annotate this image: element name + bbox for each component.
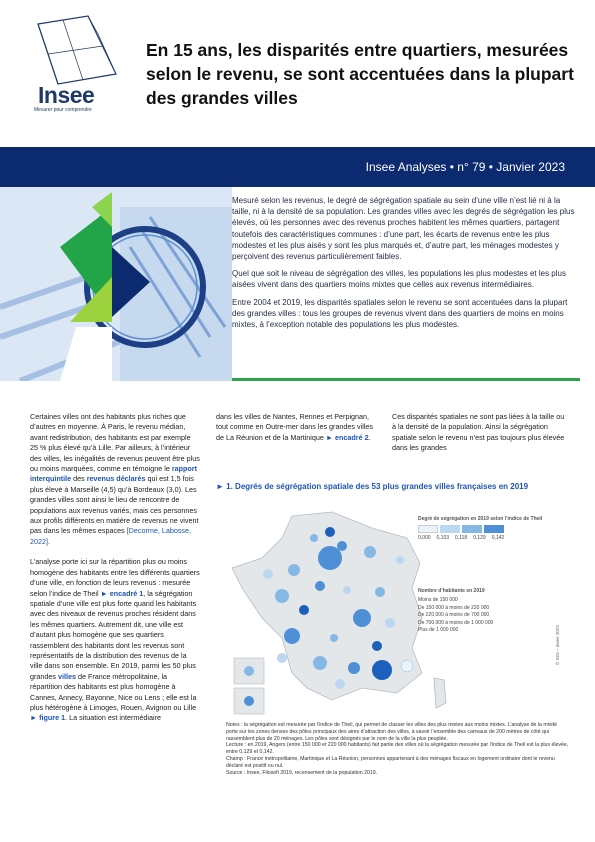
legend-break: 0,129 <box>473 535 486 541</box>
text-run: de France métropolitaine, la répartition des habitants est plus homogène à Cannes, Annecy, Bayonne, Nice ou Lens ; elle est la plus hétérogène à Limoges, Rouen, Avignon ou Lille <box>30 671 197 712</box>
legend-break: 0,103 <box>436 535 450 541</box>
legend-color <box>418 516 568 541</box>
text-run: . La situation est intermédiaire <box>65 713 161 723</box>
lecture-line: Lecture : en 2019, Angers (entre 150 000 et 220 000 habitants) fait partie des villes où la ségrégation mesurée par l’indice de Theil est la plus élevée, entre 0,129 et 0,142. <box>226 742 569 756</box>
legend-break: 0,118 <box>455 535 468 541</box>
cover-illustration <box>0 187 232 381</box>
insee-logo-word: Insee <box>38 82 95 108</box>
reference-link[interactable]: [Decorme, Labosse, 2022] <box>30 526 192 546</box>
figure-1-link[interactable]: figure 1 <box>39 713 66 723</box>
figure-notes <box>226 722 570 776</box>
legend-size-item: De 700 000 à moins de 1 000 000 <box>418 619 494 626</box>
arrow-icon: ► <box>30 713 40 723</box>
abstract-paragraph: Mesuré selon les revenus, le degré de ségrégation spatiale au sein d’une ville n’est lié ni à la taille, ni à la densité de sa population. Les grandes villes avec les degrés de ségrégation les plus élevés, où les personnes avec des revenus proches habitent les mêmes quartiers, partagent toutefois des caractéristiques communes : d’une part, les écarts de revenus entre les plus modestes et les plus aisés y sont les plus marqués et, d’autre part, les ménages modestes y perçoivent des revenus particulièrement faibles. <box>232 196 575 262</box>
glossary-link-interquintile[interactable]: rapport interquintile <box>30 464 197 484</box>
glossary-link-revenus-declares[interactable]: revenus déclarés <box>86 474 146 484</box>
body-column-3 <box>392 412 570 464</box>
page-title: En 15 ans, les disparités entre quartiers, mesurées selon le revenu, se sont accentuées dans la plupart des grandes villes <box>146 40 574 108</box>
body-paragraph: Ces disparités spatiales ne sont pas liées à la taille ou à la densité de la population. Ainsi la ségrégation spatiale selon le revenu n’est pas toujours plus élevée dans les grandes <box>392 412 565 453</box>
text-run: dans les villes de Nantes, Rennes et Perpignan, tout comme en Outre-mer dans les grandes villes de La Réunion et de la Martinique <box>216 412 373 442</box>
legend-break: 0,000 <box>418 535 431 541</box>
body-column-1 <box>30 412 200 734</box>
text-run: . <box>368 432 371 442</box>
body-paragraph <box>30 557 200 724</box>
arrow-icon: ► <box>325 432 336 442</box>
legend-size-item: De 150 000 à moins de 220 000 <box>418 604 490 611</box>
abstract <box>232 195 580 336</box>
arrow-icon: ► <box>216 482 227 491</box>
legend-size-title: Nombre d’habitants en 2019 <box>418 588 485 594</box>
source-line: Source : Insee, Filosofi 2019, recensement de la population 2019. <box>226 769 378 776</box>
legend-size-item: Moins de 150 000 <box>418 597 458 603</box>
map-copyright: © IGN – Insee 2023 <box>555 625 560 665</box>
notes-line: Notes : la ségrégation est mesurée par l’indice de Theil, qui permet de classer les villes des plus mixtes aux moins mixtes. L’analyse de la mixité porte sur les zones denses des pôles principaux des aires d’attraction des villes, à savoir l’ensemble des carreaux de 200 mètres de côté qui rassemblent plus de 20 ménages. Les pôles sont désignés par le nom de la ville la plus peuplée. <box>226 722 557 742</box>
legend-swatch <box>462 525 482 533</box>
legend-color-title: Degré de ségrégation en 2019 selon l’indice de Theil <box>418 516 543 522</box>
encadre-1-link[interactable]: encadré 1 <box>109 588 144 598</box>
legend-swatch <box>440 525 460 533</box>
legend-swatch <box>484 525 504 533</box>
figure-title <box>216 482 576 492</box>
arrow-icon: ► <box>100 588 110 598</box>
abstract-paragraph: Entre 2004 et 2019, les disparités spatiales selon le revenu se sont accentuées dans la plupart des grandes villes : tous les groupes de revenus vivent dans des quartiers de moins en moins mixtes, à l’exception notable des populations les plus modestes. <box>232 297 568 330</box>
abstract-paragraph: Quel que soit le niveau de ségrégation des villes, les populations les plus modestes et les plus aisées vivent dans des quartiers moins mixtes que celles aux revenus intermédiaires. <box>232 269 566 290</box>
text-run: Certaines villes ont des habitants plus riches que d’autres en moyenne. À Paris, le revenu médian, avant redistribution, des habitants est par exemple 25 % plus élevé qu’à Lille. Par ailleurs, à l’intérieur des villes, les inégalités de revenus peuvent être plus ou moins marquées, comme en témoigne le <box>30 412 200 474</box>
text-run: . <box>48 536 50 546</box>
insee-logo-tagline: Mesurer pour comprendre <box>34 107 92 113</box>
text-run: , la ségrégation spatiale d’une ville est plus forte quand les habitants avec des niveaux de revenus proches résident dans les mêmes quartiers. Autrement dit, une ville est d’autant plus homogène que ses quartiers rassemblent des habitants dont les revenus sont représentatifs de la distribution des revenus de la ville dans son ensemble. En 2019, parmi les 50 plus grandes <box>30 588 197 681</box>
legend-breaks <box>418 535 568 541</box>
abstract-divider <box>232 378 580 381</box>
champ-line: Champ : France métropolitaine, Martinique et La Réunion, personnes appartenant à des ménages fiscaux en logement ordinaire dont le revenu déclaré est positif ou nul. <box>226 755 555 769</box>
legend-size <box>418 588 578 635</box>
body-column-2 <box>216 412 376 453</box>
text-run: qui est 1,5 fois plus élevé à Marseille (4,5) qu’à Bordeaux (3,0). Les grandes villes sont ainsi le lieu de rencontre de populations aux revenus variés, mais ces personnes aux profils différents en matière de revenus ne vivent pas dans les mêmes espaces <box>30 474 199 536</box>
body-paragraph <box>216 412 376 443</box>
legend-swatch <box>418 525 438 533</box>
publication-info: Insee Analyses • n° 79 • Janvier 2023 <box>365 160 565 174</box>
figure-title-text: 1. Degrés de ségrégation spatiale des 53 plus grandes villes françaises en 2019 <box>226 482 529 491</box>
glossary-link-villes[interactable]: villes <box>57 671 76 681</box>
legend-break: 0,142 <box>491 535 505 541</box>
text-run: des <box>71 474 87 484</box>
legend-swatches <box>418 525 568 533</box>
legend-size-item: De 220 000 à moins de 700 000 <box>418 612 490 618</box>
encadre-2-link[interactable]: encadré 2 <box>335 432 369 442</box>
body-paragraph <box>30 412 200 547</box>
legend-size-item: Plus de 1 000 000 <box>418 627 459 633</box>
text-run: L’analyse porte ici sur la répartition plus ou moins homogène des habitants entre les différents quartiers d’une ville, en fonction de leurs revenus : mesurée selon l’indice de Theil <box>30 557 200 598</box>
